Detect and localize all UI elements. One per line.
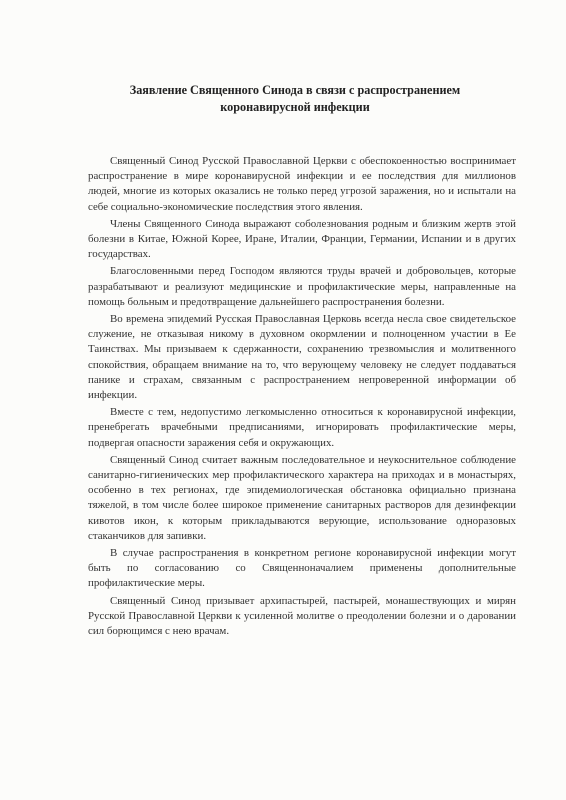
document-body (88, 154, 516, 639)
paragraph-7: В случае распространения в конкретном регионе коронавирусной инфекции могут быть по согласованию со Священноначалием применены дополнительные профилактические меры. (88, 547, 516, 590)
paragraph-2: Члены Священного Синода выражают соболезнования родным и близким жертв этой болезни в Китае, Южной Корее, Иране, Италии, Франции, Германии, Испании и в других государствах. (88, 217, 516, 261)
paragraph-6: Священный Синод считает важным последовательное и неукоснительное соблюдение санитарно-гигиенических мер профилактического характера на приходах и в монастырях, особенно в тех регионах, где эпидемиологическая обстановка официально признана тяжелой, в том числе более широкое применение санитарных растворов для дезинфекции кивотов икон, к которым прикладываются верующие, использование одноразовых стаканчиков для запивки. (88, 453, 516, 542)
paragraph-4: Во времена эпидемий Русская Православная Церковь всегда несла свое свидетельское служение, не отказывая никому в духовном окормлении и полноценном участии в Ее Таинствах. Мы призываем к сдержанности, сохранению трезвомыслия и молитвенного спокойствия, обращаем внимание на то, что верующему человеку не следует поддаваться панике и страхам, связанным с распространением непроверенной информации об инфекции. (88, 313, 516, 402)
document-title (60, 82, 530, 116)
paragraph-5: Вместе с тем, недопустимо легкомысленно относиться к коронавирусной инфекции, пренебрегать врачебными предписаниями, игнорировать профилактические меры, подвергая опасности заражения себя и окружающих. (88, 406, 516, 449)
paragraph-8: Священный Синод призывает архипастырей, пастырей, монашествующих и мирян Русской Православной Церкви к усиленной молитве о преодолении болезни и о даровании сил борющимся с нею врачам. (88, 594, 516, 638)
title-line-1: Заявление Священного Синода в связи с распространением (129, 83, 461, 97)
paragraph-3: Благословенными перед Господом являются труды врачей и добровольцев, которые разрабатывают и реализуют медицинские и профилактические меры, направленные на помощь больным и предотвращение дальнейшего распространения болезни. (88, 265, 516, 308)
title-line-2: коронавирусной инфекции (220, 100, 370, 114)
paragraph-1: Священный Синод Русской Православной Церкви с обеспокоенностью воспринимает распространение в мире коронавирусной инфекции и ее последствия для миллионов людей, многие из которых оказались не только перед угрозой заражения, но и испытали на себе социально-экономические последствия этого явления. (88, 155, 516, 213)
